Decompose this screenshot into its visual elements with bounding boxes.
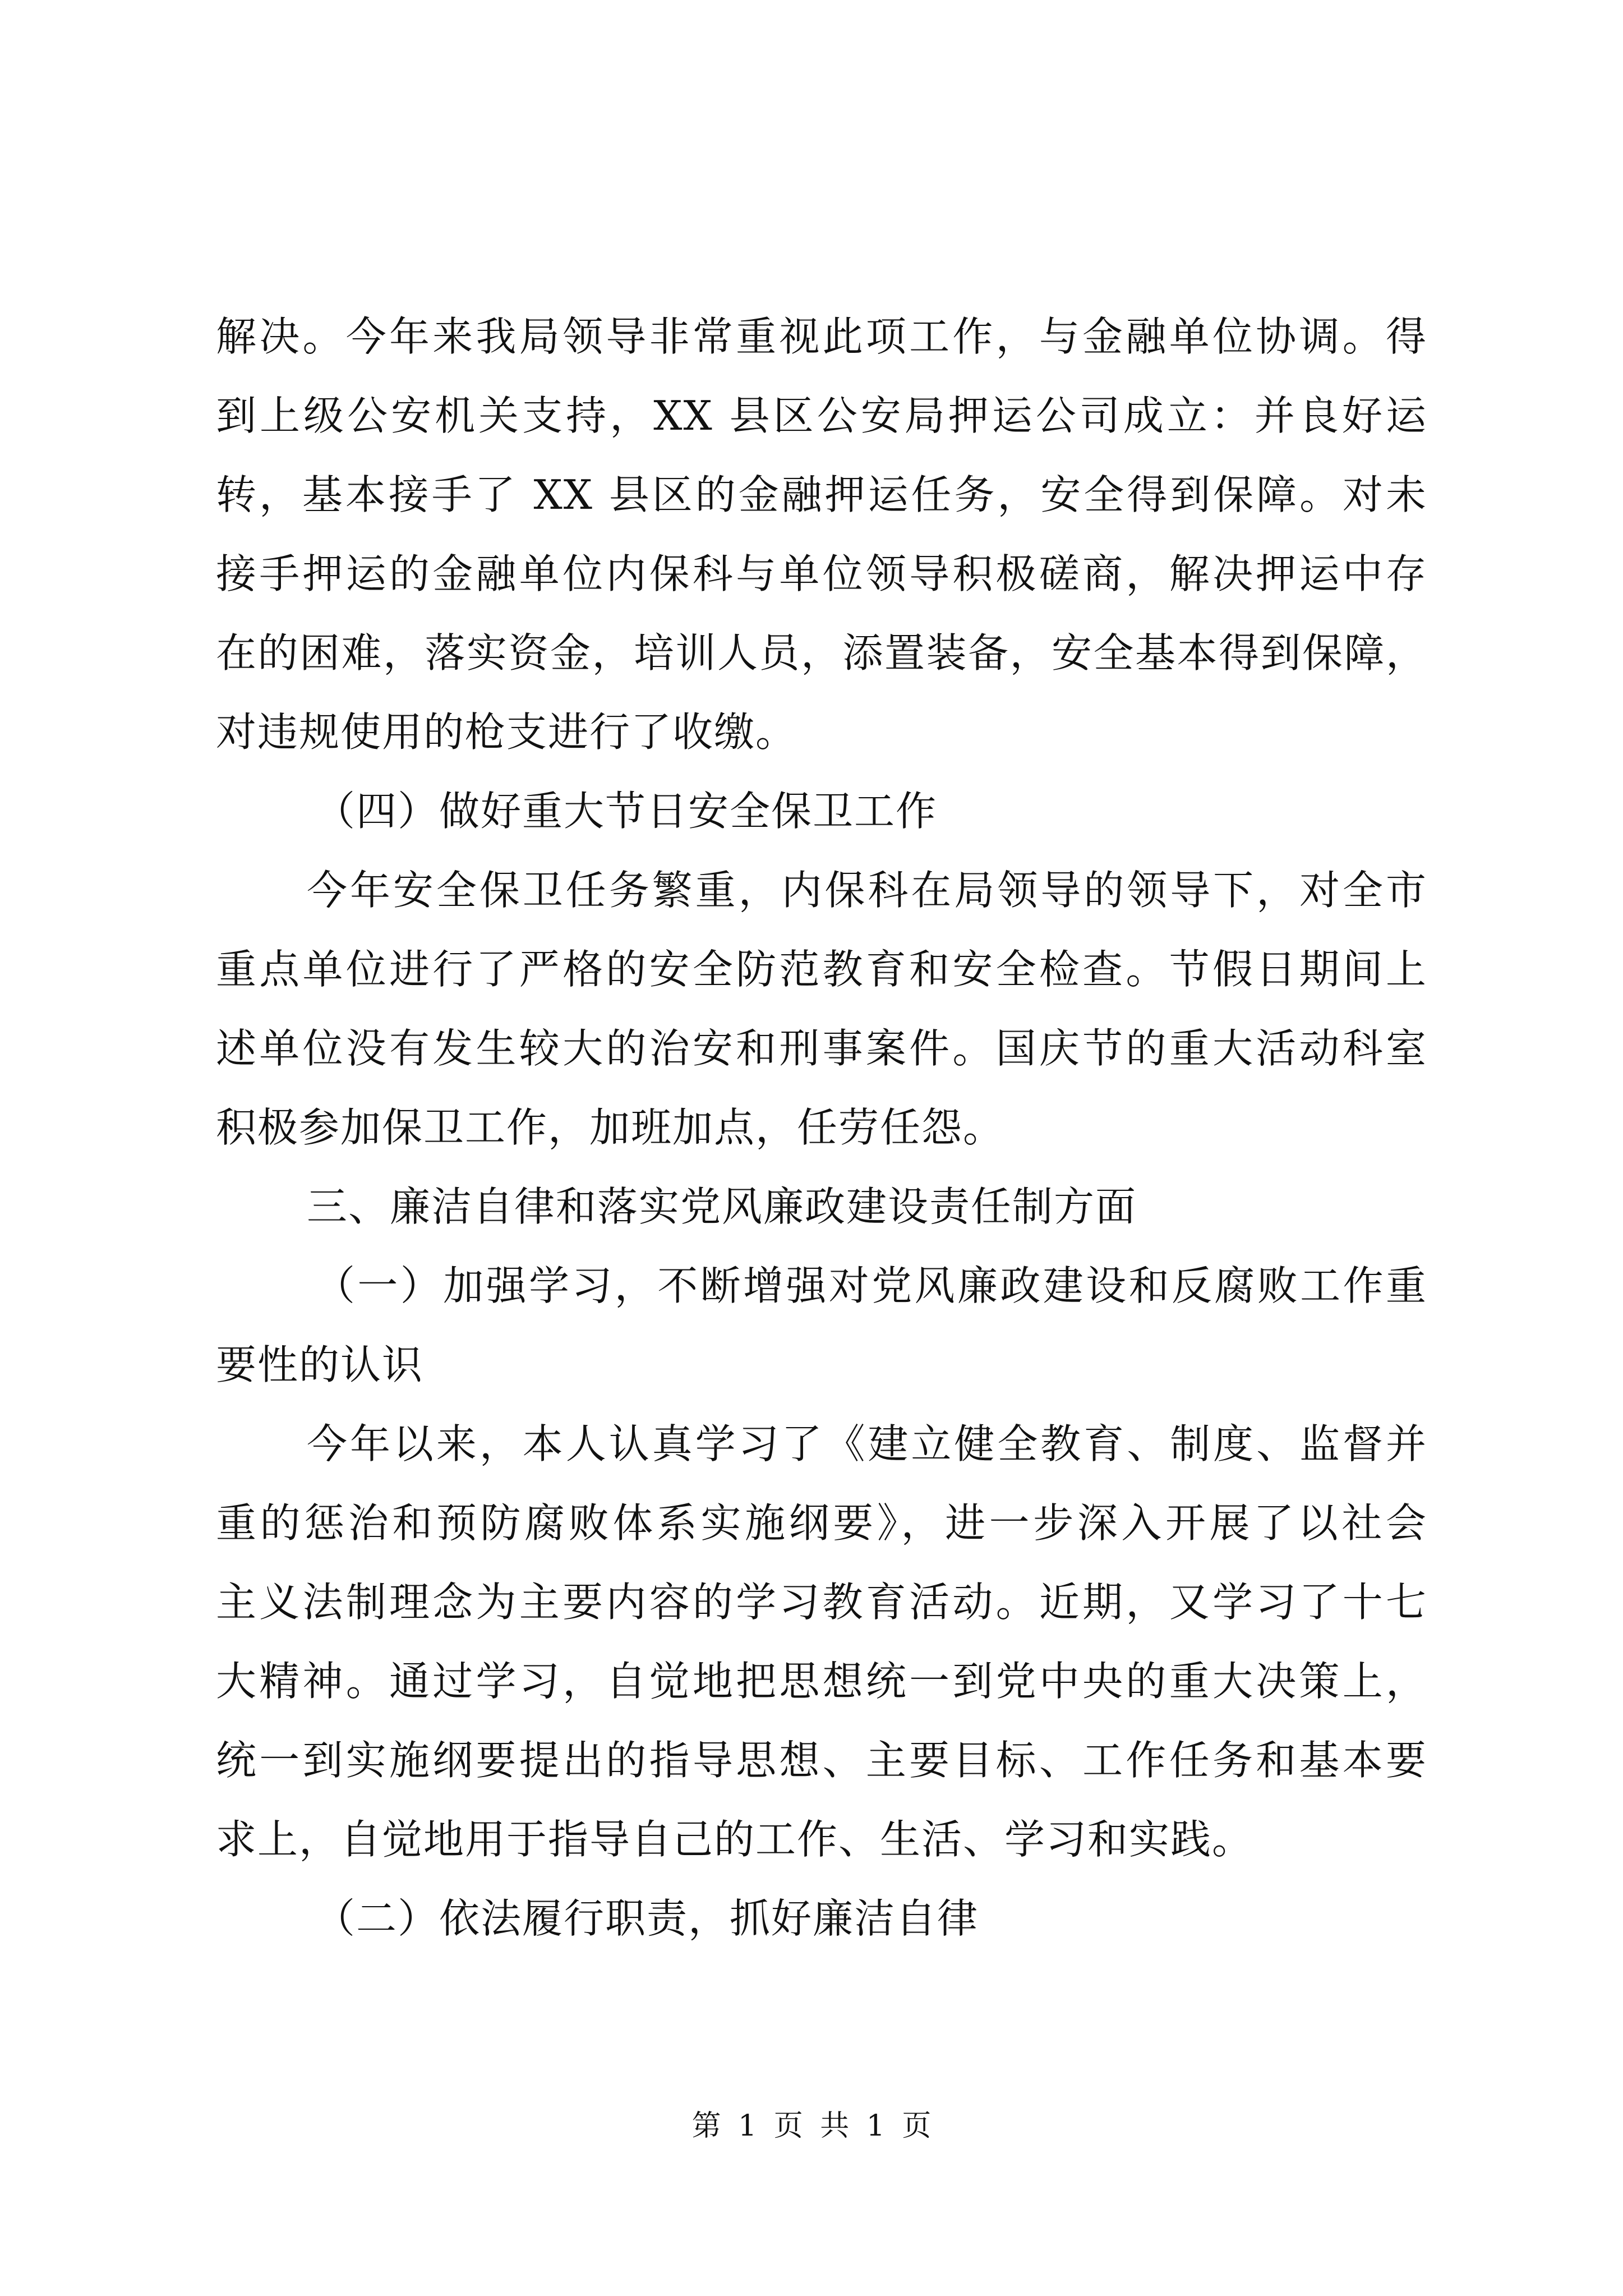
body-line: 转，基本接手了 XX 县区的金融押运任务，安全得到保障。对未 xyxy=(216,471,1427,518)
body-line: 到上级公安机关支持，XX 县区公安局押运公司成立：并良好运 xyxy=(216,392,1427,439)
body-line: 重的惩治和预防腐败体系实施纲要》，进一步深入开展了以社会 xyxy=(216,1499,1427,1547)
body-line: 求上，自觉地用于指导自己的工作、生活、学习和实践。 xyxy=(216,1816,1254,1863)
body-line: 解决。今年来我局领导非常重视此项工作，与金融单位协调。得 xyxy=(216,313,1427,360)
page-footer: 第 1 页 共 1 页 xyxy=(691,2109,932,2143)
body-line: 今年安全保卫任务繁重，内保科在局领导的领导下，对全市 xyxy=(307,867,1427,914)
body-line: 接手押运的金融单位内保科与单位领导积极磋商，解决押运中存 xyxy=(216,550,1427,597)
body-line: 今年以来，本人认真学习了《建立健全教育、制度、监督并 xyxy=(307,1420,1427,1467)
body-line: 述单位没有发生较大的治安和刑事案件。国庆节的重大活动科室 xyxy=(216,1025,1427,1072)
body-line: 在的困难，落实资金，培训人员，添置装备，安全基本得到保障， xyxy=(216,629,1427,677)
section-heading: （四）做好重大节日安全保卫工作 xyxy=(315,788,938,835)
body-line: 对违规使用的枪支进行了收缴。 xyxy=(216,708,797,756)
section-heading: （二）依法履行职责，抓好廉洁自律 xyxy=(315,1895,979,1942)
section-heading-continued: 要性的认识 xyxy=(216,1341,424,1388)
section-heading: （一）加强学习，不断增强对党风廉政建设和反腐败工作重 xyxy=(315,1262,1427,1309)
section-heading: 三、廉洁自律和落实党风廉政建设责任制方面 xyxy=(307,1183,1137,1230)
body-line: 统一到实施纲要提出的指导思想、主要目标、工作任务和基本要 xyxy=(216,1737,1427,1784)
body-line: 重点单位进行了严格的安全防范教育和安全检查。节假日期间上 xyxy=(216,946,1427,993)
body-line: 大精神。通过学习，自觉地把思想统一到党中央的重大决策上， xyxy=(216,1658,1427,1705)
document-body xyxy=(216,297,1427,1958)
body-line: 主义法制理念为主要内容的学习教育活动。近期，又学习了十七 xyxy=(216,1579,1427,1626)
body-line: 积极参加保卫工作，加班加点，任劳任怨。 xyxy=(216,1104,1005,1151)
